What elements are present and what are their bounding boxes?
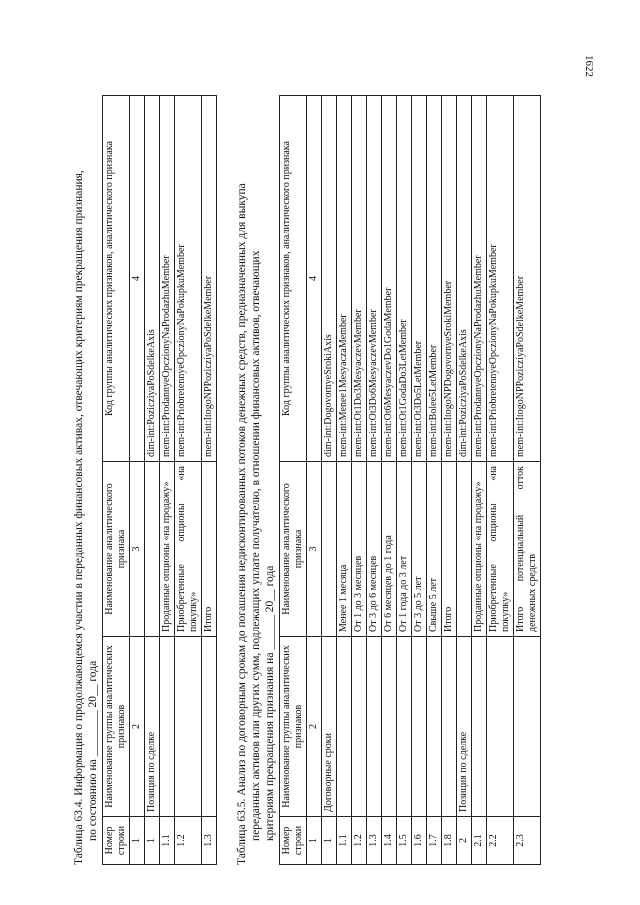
row-number: 2.3: [514, 817, 541, 865]
row-number: 1.1: [160, 817, 175, 865]
feature-code: dim-int:DogovornyeSrokiAxis: [322, 96, 337, 462]
row-number: 1.2: [175, 817, 202, 865]
feature-name: От 1 до 3 месяцев: [352, 462, 367, 637]
feature-code: mem-int:Menee1MesyaczaMember: [337, 96, 352, 462]
feature-name: [322, 462, 337, 637]
table2-colnum: 1: [307, 817, 322, 865]
feature-name: Проданные опционы «на продажу»: [160, 462, 175, 637]
row-number: 1.7: [427, 817, 442, 865]
group-name: [175, 637, 202, 817]
feature-code: mem-int:ProdannyeOpczionyNaProdazhuMember: [472, 96, 487, 462]
row-number: 1.8: [442, 817, 457, 865]
row-number: 2.1: [472, 817, 487, 865]
table1-colnum: 2: [130, 637, 145, 817]
table1: [102, 95, 217, 865]
table2-colnum: 4: [307, 96, 322, 462]
row-number: 1.4: [382, 817, 397, 865]
feature-name: [457, 462, 472, 637]
feature-code: mem-int:ProdannyeOpczionyNaProdazhuMember: [160, 96, 175, 462]
document-canvas: [72, 65, 632, 865]
table2-caption-line1: Таблица 63.5. Анализ по договорным срокам до погашения недисконтированных потоков денежных средств, предназначенных для выкупа: [236, 183, 248, 865]
table2-header-cell: Наименование аналитического признака: [280, 462, 307, 637]
table-row: [487, 96, 514, 865]
feature-code: mem-int:Ot1Do3MesyaczevMember: [352, 96, 367, 462]
feature-name: Приобретенные опционы «на покупку»: [175, 462, 202, 637]
group-name: [382, 637, 397, 817]
group-name: [202, 637, 217, 817]
table2-colnum-row: [307, 96, 322, 865]
group-name: [427, 637, 442, 817]
group-name: Позиция по сделке: [145, 637, 160, 817]
table1-colnum: 3: [130, 462, 145, 637]
group-name: [442, 637, 457, 817]
group-name: [337, 637, 352, 817]
feature-name: Итого: [442, 462, 457, 637]
row-number: 2: [457, 817, 472, 865]
table-row: [427, 96, 442, 865]
group-name: [397, 637, 412, 817]
table-row: [472, 96, 487, 865]
table-row: [367, 96, 382, 865]
table1-header-cell: Номер строки: [103, 817, 130, 865]
table1-colnum: 1: [130, 817, 145, 865]
table1-caption: [72, 65, 100, 865]
feature-name: От 3 до 5 лет: [412, 462, 427, 637]
table-row: [514, 96, 541, 865]
group-name: [352, 637, 367, 817]
feature-code: mem-int:ItogoNPPozicziyaPoSdelkeMember: [514, 96, 541, 462]
group-name: [472, 637, 487, 817]
table2-header-cell: Наименование группы аналитических признаков: [280, 637, 307, 817]
feature-name: От 1 года до 3 лет: [397, 462, 412, 637]
row-number: 1.3: [367, 817, 382, 865]
group-name: Договорные сроки: [322, 637, 337, 817]
feature-name: От 6 месяцев до 1 года: [382, 462, 397, 637]
row-number: 1.5: [397, 817, 412, 865]
table1-caption-line2: по состоянию на ________ 20__ года: [87, 660, 99, 841]
table-row: [322, 96, 337, 865]
table-row: [397, 96, 412, 865]
feature-code: mem-int:Bolee5LetMember: [427, 96, 442, 462]
table2-header-row: [280, 96, 307, 865]
feature-code: mem-int:Ot1GodaDo3LetMember: [397, 96, 412, 462]
table2-colnum: 2: [307, 637, 322, 817]
table-row: [442, 96, 457, 865]
row-number: 1: [145, 817, 160, 865]
row-number: 1: [322, 817, 337, 865]
feature-name: Приобретенные опционы «на покупку»: [487, 462, 514, 637]
table1-caption-line1: Таблица 63.4. Информация о продолжающемся участии в переданных финансовых активах, отвечающих критериям прекращения признания,: [73, 170, 85, 865]
group-name: [367, 637, 382, 817]
feature-code: mem-int:Ot3Do5LetMember: [412, 96, 427, 462]
feature-name: Свыше 5 лет: [427, 462, 442, 637]
row-number: 1.1: [337, 817, 352, 865]
group-name: [487, 637, 514, 817]
feature-code: mem-int:PriobretennyeOpczionyNaPokupkuMember: [175, 96, 202, 462]
table2-caption: [235, 65, 277, 865]
table1-header-row: [103, 96, 130, 865]
table1-header-cell: Наименование группы аналитических признаков: [103, 637, 130, 817]
table2-caption-line2: переданных активов или других сумм, подлежащих уплате получателю, в отношении финансовых активов, отвечающих: [250, 250, 262, 841]
table-row: [412, 96, 427, 865]
table-row: [337, 96, 352, 865]
feature-name: Проданные опционы «на продажу»: [472, 462, 487, 637]
row-number: 1.6: [412, 817, 427, 865]
feature-code: mem-int:Ot3Do6MesyaczevMember: [367, 96, 382, 462]
group-name: Позиция по сделке: [457, 637, 472, 817]
feature-code: dim-int:PozicziyaPoSdelkeAxis: [457, 96, 472, 462]
table2-caption-line3: критериям прекращения признания на ______ 20__ года: [264, 565, 276, 841]
table-row: [145, 96, 160, 865]
table-row: [202, 96, 217, 865]
group-name: [160, 637, 175, 817]
table-row: [457, 96, 472, 865]
feature-name: [145, 462, 160, 637]
table-row: [382, 96, 397, 865]
table1-colnum-row: [130, 96, 145, 865]
group-name: [514, 637, 541, 817]
page-number: 1622: [583, 55, 595, 77]
row-number: 1.3: [202, 817, 217, 865]
row-number: 1.2: [352, 817, 367, 865]
feature-name: Итого потенциальный отток денежных средств: [514, 462, 541, 637]
feature-code: mem-int:ItogoNPDogovornyeSrokiMember: [442, 96, 457, 462]
table1-header-cell: Наименование аналитического признака: [103, 462, 130, 637]
table2: [279, 95, 541, 865]
feature-name: Итого: [202, 462, 217, 637]
table1-header-cell: Код группы аналитических признаков, аналитического признака: [103, 96, 130, 462]
group-name: [412, 637, 427, 817]
feature-code: mem-int:ItogoNPPozicziyaPoSdelkeMember: [202, 96, 217, 462]
feature-code: mem-int:PriobretennyeOpczionyNaPokupkuMember: [487, 96, 514, 462]
table2-header-cell: Номер строки: [280, 817, 307, 865]
feature-name: От 3 до 6 месяцев: [367, 462, 382, 637]
table-row: [175, 96, 202, 865]
table2-header-cell: Код группы аналитических признаков, аналитического признака: [280, 96, 307, 462]
feature-code: mem-int:Ot6MesyaczevDo1GodaMember: [382, 96, 397, 462]
table-row: [352, 96, 367, 865]
feature-name: Менее 1 месяца: [337, 462, 352, 637]
table2-colnum: 3: [307, 462, 322, 637]
feature-code: dim-int:PozicziyaPoSdelkeAxis: [145, 96, 160, 462]
row-number: 2.2: [487, 817, 514, 865]
table-row: [160, 96, 175, 865]
table1-colnum: 4: [130, 96, 145, 462]
